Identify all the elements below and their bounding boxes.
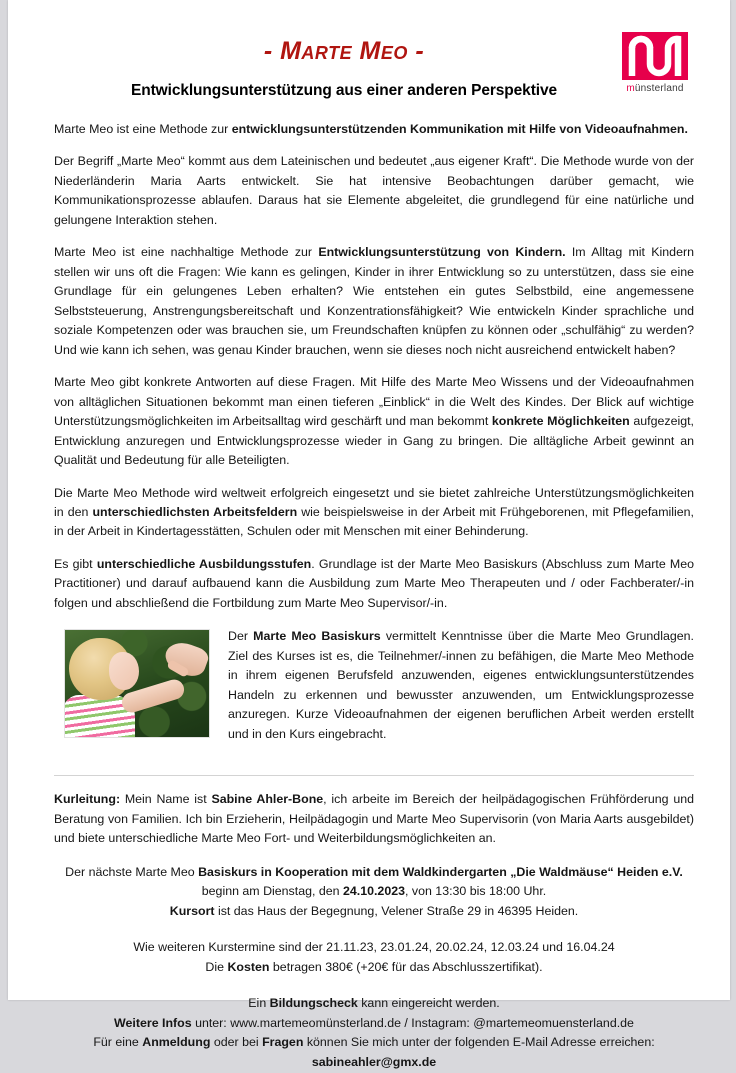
kurleitung-post: , ich arbeite im Bereich der heilpädagogischen Frühförderung und Beratung von Familien. Ich bin Erzieherin, Heilpädagogin und Marte Meo Supervisorin (von Maria Aarts ausgebildet) und biete unterschiedliche Marte Meo Fort- und Weiterbildungsmöglichkeiten an. xyxy=(54,792,694,846)
answers-bold: konkrete Möglichkeiten xyxy=(491,414,630,429)
levels-post: . Grundlage ist der Marte Meo Basiskurs (Abschluss zum Marte Meo Practitioner) und darauf aufbauend kann die Ausbildung zum Marte Meo Therapeuten und / oder Fachberater/-in folgen und abschließend die Fortbildung zum Marte Meo Supervisor/-in. xyxy=(54,556,695,610)
children-pre: Marte Meo ist eine nachhaltige Methode zur xyxy=(54,245,319,260)
anmeldung-line xyxy=(54,1033,694,1053)
next-course-line1 xyxy=(54,863,694,883)
image-text-block xyxy=(54,627,694,757)
paragraph-answers xyxy=(54,373,694,470)
costs-label: Kosten xyxy=(227,959,270,974)
further-dates-line: Wie weiteren Kurstermine sind der 21.11.23, 23.01.24, 20.02.24, 12.03.24 und 16.04.24 xyxy=(133,940,615,955)
next-course-line2-post: , von 13:30 bis 18:00 Uhr. xyxy=(405,884,547,899)
anmeldung-pre: Für eine xyxy=(93,1035,143,1050)
costs-line xyxy=(54,958,694,978)
next-course-line1-pre: Der nächste Marte Meo xyxy=(65,864,199,879)
fields-bold: unterschiedlichsten Arbeitsfeldern xyxy=(92,504,298,519)
kursort-address: ist das Haus der Begegnung, Velener Straße 29 in 46395 Heiden. xyxy=(214,904,579,919)
basiskurs-post: vermittelt Kenntnisse über die Marte Meo Grundlagen. Ziel des Kurses ist es, die Teilnehmer/-innen zu befähigen, die Marte Meo Methode in ihrem eigenen Berufsfeld anzuwenden, eigenes entwicklungsunterstützendes Handeln zu erkennen und bewusster anzuwenden, um Entwicklungsprozesse anzuregen. Kurze Videoaufnahmen der eigenen beruflichen Arbeit werden erstellt und in den Kurs eingebracht. xyxy=(228,629,694,741)
child-reaching-for-adult-hand-photo xyxy=(64,629,210,738)
kurleitung-label: Kurleitung: xyxy=(54,792,121,807)
bildungscheck-line xyxy=(54,994,694,1014)
paragraph-fields xyxy=(54,484,694,542)
paragraph-levels xyxy=(54,555,694,613)
children-bold: Entwicklungsunterstützung von Kindern. xyxy=(318,245,566,260)
next-course-line1-bold: Basiskurs in Kooperation mit dem Waldkindergarten „Die Waldmäuse“ Heiden e.V. xyxy=(198,864,683,879)
page-subtitle: Entwicklungsunterstützung aus einer anderen Perspektive xyxy=(130,81,558,99)
costs-post: betragen 380€ (+20€ für das Abschlusszertifikat). xyxy=(269,959,543,974)
kurleitung-pre: Mein Name ist xyxy=(120,792,212,807)
muensterland-logo-icon xyxy=(622,32,688,80)
kurleitung-name: Sabine Ahler-Bone xyxy=(211,792,324,807)
next-course-block xyxy=(54,863,694,923)
photo-child-face xyxy=(109,652,139,690)
logo-rest-letters: ünsterland xyxy=(634,83,684,94)
fields-post: wie beispielsweise in der Arbeit mit Frühgeborenen, mit Pflegefamilien, in der Arbeit in Kindertagesstätten, Schulen oder mit Menschen mit einer Behinderung. xyxy=(54,504,694,539)
document-content xyxy=(54,30,694,1073)
kursort-label: Kursort xyxy=(169,904,215,919)
muensterland-logo xyxy=(612,32,698,94)
next-course-line3 xyxy=(54,902,694,922)
dates-costs-block xyxy=(54,938,694,978)
basiskurs-pre: Der xyxy=(228,629,254,644)
costs-pre: Die xyxy=(205,959,228,974)
next-course-line2-pre: beginn am Dienstag, den xyxy=(201,884,343,899)
paragraph-children xyxy=(54,243,694,360)
anmeldung-mid: oder bei xyxy=(210,1035,263,1050)
paragraph-origin: Der Begriff „Marte Meo“ kommt aus dem Lateinischen und bedeutet „aus eigener Kraft“. Die Methode wurde von der Niederländerin Maria Aarts entwickelt. Sie hat intensive Beobachtungen darüber gemacht, wie Kommunikationsprozesse ablaufen. Daraus hat sie Elemente abgeleitet, die grundlegend für eine natürliche und gelungene Interaktion stehen. xyxy=(54,154,694,227)
bildungscheck-label: Bildungscheck xyxy=(269,995,358,1010)
anmeldung-post: können Sie mich unter der folgenden E-Mail Adresse erreichen: xyxy=(303,1035,655,1050)
fields-pre: Die Marte Meo Methode wird weltweit erfolgreich eingesetzt und sie bietet zahlreiche Unterstützungsmöglichkeiten in den xyxy=(54,485,694,519)
section-divider xyxy=(54,775,694,776)
answers-post: aufgezeigt, Entwicklung anzuregen und Entwicklungsprozesse wieder in Gang zu bringen. Die alltägliche Arbeit gewinnt an Qualität und Bedeutung für alle Beteiligten. xyxy=(54,414,694,468)
infos-line xyxy=(54,1014,694,1034)
answers-pre: Marte Meo gibt konkrete Antworten auf diese Fragen. Mit Hilfe des Marte Meo Wissens und der Videoaufnahmen von alltäglichen Situationen bekommt man einen tieferen „Einblick“ in die Welt des Kindes. Der Blick auf wichtige Unterstützungsmöglichkeiten im Arbeitsalltag wird geschärft und man bekommt xyxy=(54,375,694,429)
next-course-line2 xyxy=(54,882,694,902)
infos-label: Weitere Infos xyxy=(114,1015,192,1030)
bildungscheck-pre: Ein xyxy=(248,995,270,1010)
muensterland-logo-text xyxy=(612,83,698,94)
anmeldung-label: Anmeldung xyxy=(142,1035,211,1050)
paragraph-lead xyxy=(54,120,694,139)
logo-accent-letter: m xyxy=(626,83,635,94)
lead-bold: entwicklungsunterstützenden Kommunikation mit Hilfe von Videoaufnahmen. xyxy=(231,122,688,136)
next-course-date: 24.10.2023 xyxy=(342,884,405,899)
page-title: - Marte Meo - xyxy=(263,37,425,65)
document-page xyxy=(8,0,730,1070)
infos-links[interactable]: unter: www.martemeomünsterland.de / Instagram: @martemeomuensterland.de xyxy=(191,1015,634,1030)
contact-email[interactable]: sabineahler@gmx.de xyxy=(311,1055,437,1070)
document-header xyxy=(54,30,694,120)
levels-bold: unterschiedliche Ausbildungsstufen xyxy=(96,556,312,571)
lead-pre: Marte Meo ist eine Methode zur xyxy=(54,122,232,136)
levels-pre: Es gibt xyxy=(54,556,97,571)
contact-block xyxy=(54,994,694,1073)
children-post: Im Alltag mit Kindern stellen wir uns oft die Fragen: Wie kann es gelingen, Kinder in ihrer Entwicklung so zu unterstützen, dass sie eine Grundlage für ein gelungenes Leben erhalten? Wie entstehen ein gutes Selbstbild, eine angemessene Selbststeuerung, Anstrengungsbereitschaft und Konzentrationsfähigkeit? Wie entwickeln Kinder sprachliche und soziale Kompetenzen oder was brauchen sie, um Freundschaften knüpfen zu können oder „schulfähig“ zu werden? Und wie kann ich sehen, was genau Kinder brauchen, wenn sie dieses noch nicht ausreichend entwickelt haben? xyxy=(54,245,694,357)
fragen-label: Fragen xyxy=(262,1035,304,1050)
bildungscheck-post: kann eingereicht werden. xyxy=(357,995,500,1010)
basiskurs-bold: Marte Meo Basiskurs xyxy=(253,629,381,644)
paragraph-kurleitung xyxy=(54,790,694,848)
